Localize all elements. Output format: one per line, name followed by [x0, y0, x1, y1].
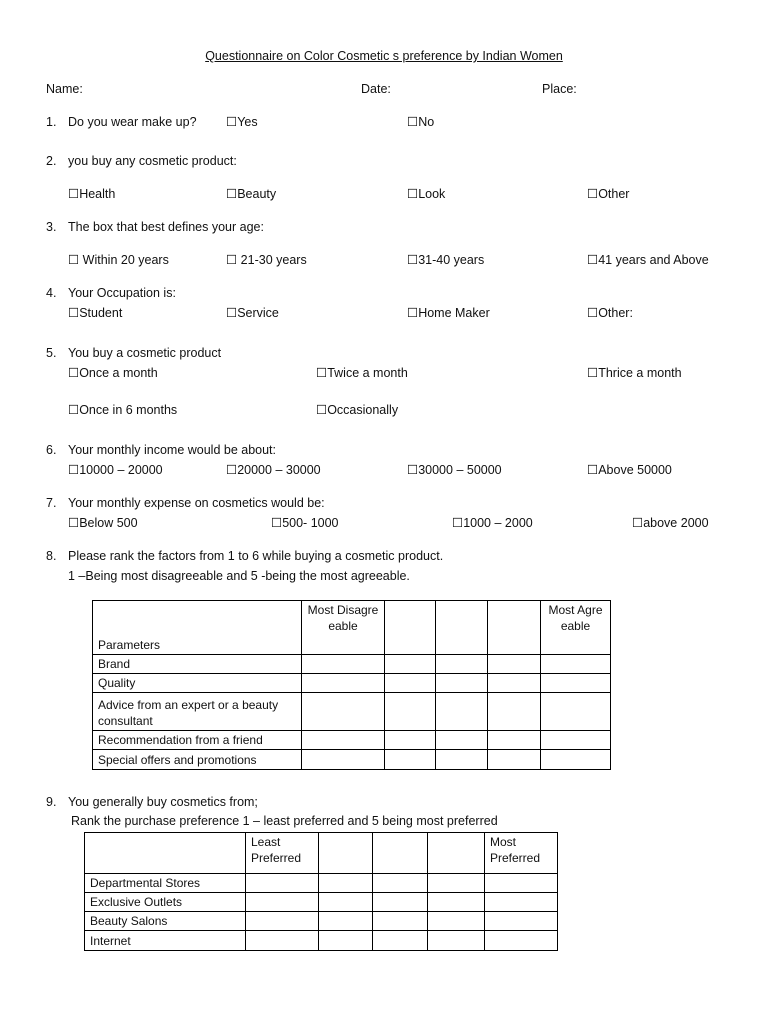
question-1-text: Do you wear make up?: [68, 115, 197, 129]
table8-cell[interactable]: [488, 674, 541, 693]
table9-cell[interactable]: [428, 833, 485, 874]
table9-cell[interactable]: [373, 893, 428, 912]
table8-cell[interactable]: [302, 655, 385, 674]
table8-cell[interactable]: [385, 655, 436, 674]
q5-option-once-6-months[interactable]: ☐Once in 6 months: [68, 403, 178, 417]
table8-cell[interactable]: [541, 674, 611, 693]
question-6-number: 6.: [46, 443, 57, 457]
table8-cell[interactable]: [488, 601, 541, 655]
table8-row-label: Quality: [93, 674, 302, 693]
table9-row-label: Internet: [85, 931, 246, 951]
question-5-text: You buy a cosmetic product: [68, 346, 222, 360]
table8-cell[interactable]: [541, 693, 611, 731]
table8-cell[interactable]: [385, 750, 436, 770]
table8-cell[interactable]: [302, 674, 385, 693]
table9-cell[interactable]: [485, 912, 558, 931]
table8-cell[interactable]: [436, 750, 488, 770]
q3-option-31-40[interactable]: ☐31-40 years: [407, 253, 485, 267]
table8-cell[interactable]: [436, 655, 488, 674]
table9-cell[interactable]: [485, 893, 558, 912]
table8-cell[interactable]: [541, 731, 611, 750]
question-8-number: 8.: [46, 549, 57, 563]
q2-option-health[interactable]: ☐Health: [68, 187, 116, 201]
question-3-text: The box that best defines your age:: [68, 220, 264, 234]
table8-cell[interactable]: [302, 750, 385, 770]
table9-cell[interactable]: [428, 931, 485, 951]
question-1-number: 1.: [46, 115, 57, 129]
table-row: [85, 893, 558, 912]
table-row: [93, 731, 611, 750]
table9-cell[interactable]: [485, 874, 558, 893]
q5-option-twice-month[interactable]: ☐Twice a month: [316, 366, 408, 380]
table8-row-label: Brand: [93, 655, 302, 674]
q5-option-once-month[interactable]: ☐Once a month: [68, 366, 158, 380]
table8-cell[interactable]: [488, 693, 541, 731]
q4-option-home-maker[interactable]: ☐Home Maker: [407, 306, 490, 320]
table9-cell[interactable]: [246, 893, 319, 912]
question-7-text: Your monthly expense on cosmetics would be:: [68, 496, 325, 510]
table8-cell[interactable]: [436, 674, 488, 693]
table-row: [85, 931, 558, 951]
question-9-text: You generally buy cosmetics from;: [68, 795, 258, 809]
date-label: Date:: [361, 82, 391, 96]
place-label: Place:: [542, 82, 577, 96]
table8-cell[interactable]: [488, 655, 541, 674]
table9-row-label: Exclusive Outlets: [85, 893, 246, 912]
q3-option-21-30[interactable]: ☐ 21-30 years: [226, 253, 307, 267]
table9-cell[interactable]: [319, 893, 373, 912]
table9-cell[interactable]: [428, 912, 485, 931]
question-4-number: 4.: [46, 286, 57, 300]
table-row: [93, 750, 611, 770]
table-row: [85, 874, 558, 893]
q2-option-beauty[interactable]: ☐Beauty: [226, 187, 277, 201]
table8-cell[interactable]: [541, 655, 611, 674]
q6-option-above-50k[interactable]: ☐Above 50000: [587, 463, 672, 477]
table-row: [93, 655, 611, 674]
q7-option-above-2000[interactable]: ☐above 2000: [632, 516, 709, 530]
q5-option-thrice-month[interactable]: ☐Thrice a month: [587, 366, 682, 380]
question-5-number: 5.: [46, 346, 57, 360]
q6-option-20k-30k[interactable]: ☐20000 – 30000: [226, 463, 321, 477]
table8-cell[interactable]: [385, 693, 436, 731]
table8-cell[interactable]: [385, 601, 436, 655]
table8-cell[interactable]: [302, 693, 385, 731]
document-title: Questionnaire on Color Cosmetic s preference by Indian Women: [205, 49, 563, 63]
q7-option-500-1000[interactable]: ☐500- 1000: [271, 516, 339, 530]
ranking-table-stores: [84, 832, 558, 951]
table9-cell[interactable]: [246, 912, 319, 931]
question-8-text: Please rank the factors from 1 to 6 while buying a cosmetic product.: [68, 549, 444, 563]
table-row: [85, 912, 558, 931]
q6-option-30k-50k[interactable]: ☐30000 – 50000: [407, 463, 502, 477]
table9-cell[interactable]: [319, 833, 373, 874]
q2-option-other[interactable]: ☐Other: [587, 187, 630, 201]
table8-header-most-agreeable: Most Agreeable: [541, 601, 611, 655]
table9-cell[interactable]: [373, 874, 428, 893]
q6-option-10k-20k[interactable]: ☐10000 – 20000: [68, 463, 163, 477]
table8-cell[interactable]: [385, 731, 436, 750]
table9-cell[interactable]: [246, 931, 319, 951]
table9-cell[interactable]: [319, 931, 373, 951]
table9-cell[interactable]: [485, 931, 558, 951]
table9-cell[interactable]: [373, 931, 428, 951]
table-row: [93, 674, 611, 693]
table9-cell[interactable]: [319, 912, 373, 931]
question-2-text: you buy any cosmetic product:: [68, 154, 237, 168]
table-row: [93, 693, 611, 731]
table9-row-label: Beauty Salons: [85, 912, 246, 931]
table8-row-label: Advice from an expert or a beauty consultant: [93, 693, 302, 731]
question-7-number: 7.: [46, 496, 57, 510]
question-2-number: 2.: [46, 154, 57, 168]
table9-header-least-preferred: Least Preferred: [246, 833, 319, 874]
table8-cell[interactable]: [488, 750, 541, 770]
question-9-subtext: Rank the purchase preference 1 – least preferred and 5 being most preferred: [71, 814, 498, 828]
question-4-text: Your Occupation is:: [68, 286, 176, 300]
table8-cell[interactable]: [436, 601, 488, 655]
q4-option-student[interactable]: ☐Student: [68, 306, 123, 320]
name-label: Name:: [46, 82, 83, 96]
table8-header-parameters: Parameters: [93, 601, 302, 655]
table9-cell[interactable]: [246, 874, 319, 893]
table8-cell[interactable]: [541, 750, 611, 770]
table9-row-label: Departmental Stores: [85, 874, 246, 893]
table8-cell[interactable]: [436, 693, 488, 731]
q3-option-41-above[interactable]: ☐41 years and Above: [587, 253, 709, 267]
question-9-number: 9.: [46, 795, 57, 809]
table9-header-blank: [85, 833, 246, 874]
table9-cell[interactable]: [373, 912, 428, 931]
table9-cell[interactable]: [428, 893, 485, 912]
table8-row-label: Special offers and promotions: [93, 750, 302, 770]
table8-cell[interactable]: [302, 731, 385, 750]
table9-header-most-preferred: Most Preferred: [485, 833, 558, 874]
q4-option-service[interactable]: ☐Service: [226, 306, 279, 320]
q3-option-within-20[interactable]: ☐ Within 20 years: [68, 253, 169, 267]
table8-cell[interactable]: [385, 674, 436, 693]
question-3-number: 3.: [46, 220, 57, 234]
table8-cell[interactable]: [436, 731, 488, 750]
table9-cell[interactable]: [319, 874, 373, 893]
table8-header-most-disagreeable: Most Disagreeable: [302, 601, 385, 655]
table9-cell[interactable]: [373, 833, 428, 874]
q1-option-yes[interactable]: ☐Yes: [226, 115, 258, 129]
q1-option-no[interactable]: ☐No: [407, 115, 435, 129]
table8-cell[interactable]: [488, 731, 541, 750]
table9-cell[interactable]: [428, 874, 485, 893]
question-8-subtext: 1 –Being most disagreeable and 5 -being the most agreeable.: [68, 569, 410, 583]
question-6-text: Your monthly income would be about:: [68, 443, 277, 457]
q7-option-1000-2000[interactable]: ☐1000 – 2000: [452, 516, 533, 530]
q5-option-occasionally[interactable]: ☐Occasionally: [316, 403, 399, 417]
ranking-table-factors: [92, 600, 611, 770]
q4-option-other[interactable]: ☐Other:: [587, 306, 633, 320]
q7-option-below-500[interactable]: ☐Below 500: [68, 516, 138, 530]
table8-row-label: Recommendation from a friend: [93, 731, 302, 750]
q2-option-look[interactable]: ☐Look: [407, 187, 446, 201]
